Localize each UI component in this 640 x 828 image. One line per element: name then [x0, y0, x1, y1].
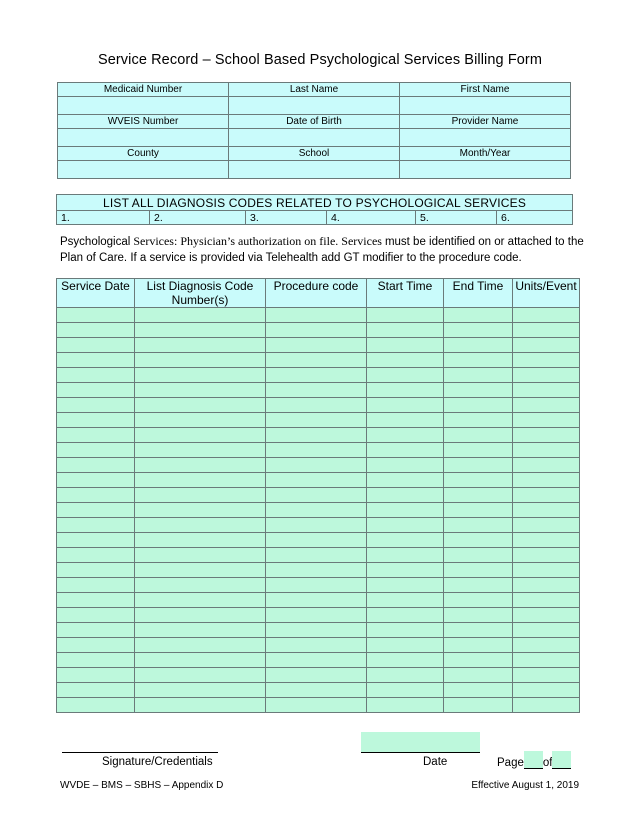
end-time-cell[interactable] [444, 608, 513, 623]
units-event-cell[interactable] [513, 413, 580, 428]
units-event-cell[interactable] [513, 698, 580, 713]
start-time-cell[interactable] [367, 668, 444, 683]
procedure-code-cell[interactable] [266, 353, 367, 368]
procedure-code-cell[interactable] [266, 683, 367, 698]
service-log-row [57, 488, 580, 503]
diagnosis-code-number-cell[interactable] [135, 323, 266, 338]
end-time-cell[interactable] [444, 353, 513, 368]
first-name-field[interactable] [400, 97, 571, 115]
diagnosis-code-number-cell[interactable] [135, 668, 266, 683]
diagnosis-code-4-field[interactable]: 4. [327, 211, 416, 225]
county-field[interactable] [58, 161, 229, 179]
start-time-cell[interactable] [367, 563, 444, 578]
wveis-number-field[interactable] [58, 129, 229, 147]
service-log-row [57, 368, 580, 383]
end-time-cell[interactable] [444, 428, 513, 443]
units-event-cell[interactable] [513, 473, 580, 488]
service-date-cell[interactable] [57, 308, 135, 323]
start-time-cell[interactable] [367, 593, 444, 608]
service-log-row [57, 608, 580, 623]
diagnosis-code-number-cell[interactable] [135, 563, 266, 578]
signature-label: Signature/Credentials [102, 756, 213, 768]
page-indicator [497, 751, 571, 769]
start-time-cell[interactable] [367, 533, 444, 548]
procedure-code-cell[interactable] [266, 503, 367, 518]
start-time-cell[interactable] [367, 338, 444, 353]
end-time-cell[interactable] [444, 338, 513, 353]
units-event-cell[interactable] [513, 653, 580, 668]
diagnosis-code-number-cell[interactable] [135, 608, 266, 623]
units-event-cell[interactable] [513, 443, 580, 458]
service-date-cell[interactable] [57, 578, 135, 593]
service-log-row [57, 533, 580, 548]
page-total-field[interactable] [552, 751, 571, 769]
instructions-part-3: must be identified on or attached to the Plan of Care. If a service is provided via Telehealth add GT modifier to the procedure code. [60, 236, 584, 264]
procedure-code-cell[interactable] [266, 323, 367, 338]
service-date-cell[interactable] [57, 698, 135, 713]
units-event-cell[interactable] [513, 323, 580, 338]
instructions-paragraph [60, 234, 590, 266]
procedure-code-cell[interactable] [266, 473, 367, 488]
diagnosis-code-6-field[interactable]: 6. [497, 211, 573, 225]
start-time-cell[interactable] [367, 608, 444, 623]
end-time-cell[interactable] [444, 533, 513, 548]
instructions-part-2: Services: Physician’s authorization on file. Services [130, 234, 385, 248]
procedure-code-cell[interactable] [266, 623, 367, 638]
diagnosis-code-number-cell[interactable] [135, 533, 266, 548]
start-time-cell[interactable] [367, 488, 444, 503]
procedure-code-cell[interactable] [266, 563, 367, 578]
service-log-row [57, 473, 580, 488]
diagnosis-code-number-cell[interactable] [135, 368, 266, 383]
service-log-row [57, 653, 580, 668]
start-time-cell[interactable] [367, 548, 444, 563]
service-log-row [57, 413, 580, 428]
service-date-cell[interactable] [57, 428, 135, 443]
service-log-row [57, 698, 580, 713]
end-time-cell[interactable] [444, 578, 513, 593]
start-time-cell[interactable] [367, 653, 444, 668]
month-year-label: Month/Year [400, 147, 571, 161]
diagnosis-code-number-cell[interactable] [135, 638, 266, 653]
procedure-code-cell[interactable] [266, 593, 367, 608]
end-time-cell[interactable] [444, 638, 513, 653]
units-event-cell[interactable] [513, 308, 580, 323]
procedure-code-cell[interactable] [266, 548, 367, 563]
service-log-row [57, 308, 580, 323]
service-log-row [57, 623, 580, 638]
end-time-cell[interactable] [444, 398, 513, 413]
service-date-header: Service Date [57, 279, 135, 308]
service-log-row [57, 398, 580, 413]
service-log-row [57, 683, 580, 698]
start-time-cell[interactable] [367, 368, 444, 383]
service-log-row [57, 578, 580, 593]
service-date-cell[interactable] [57, 683, 135, 698]
service-log-row [57, 443, 580, 458]
procedure-code-cell[interactable] [266, 428, 367, 443]
units-event-cell[interactable] [513, 458, 580, 473]
provider-name-label: Provider Name [400, 115, 571, 129]
end-time-cell[interactable] [444, 683, 513, 698]
service-log-row [57, 563, 580, 578]
end-time-cell[interactable] [444, 413, 513, 428]
units-event-cell[interactable] [513, 623, 580, 638]
end-time-cell[interactable] [444, 503, 513, 518]
diagnosis-code-number-cell[interactable] [135, 353, 266, 368]
end-time-cell[interactable] [444, 383, 513, 398]
service-date-cell[interactable] [57, 548, 135, 563]
units-event-cell[interactable] [513, 578, 580, 593]
service-date-cell[interactable] [57, 668, 135, 683]
diagnosis-code-number-cell[interactable] [135, 623, 266, 638]
service-log-row [57, 593, 580, 608]
diagnosis-header: LIST ALL DIAGNOSIS CODES RELATED TO PSYCHOLOGICAL SERVICES [57, 195, 573, 211]
diagnosis-code-number-cell[interactable] [135, 518, 266, 533]
school-field[interactable] [229, 161, 400, 179]
start-time-cell[interactable] [367, 683, 444, 698]
end-time-cell[interactable] [444, 548, 513, 563]
start-time-cell[interactable] [367, 398, 444, 413]
units-event-cell[interactable] [513, 338, 580, 353]
instructions-part-1: Psychological [60, 236, 131, 248]
end-time-cell[interactable] [444, 323, 513, 338]
procedure-code-cell[interactable] [266, 488, 367, 503]
footer-effective-date: Effective August 1, 2019 [471, 780, 579, 791]
start-time-cell[interactable] [367, 638, 444, 653]
diagnosis-code-number-cell[interactable] [135, 458, 266, 473]
diagnosis-code-number-cell[interactable] [135, 338, 266, 353]
date-of-birth-field[interactable] [229, 129, 400, 147]
service-date-cell[interactable] [57, 503, 135, 518]
diagnosis-code-number-cell[interactable] [135, 683, 266, 698]
end-time-cell[interactable] [444, 563, 513, 578]
date-of-birth-label: Date of Birth [229, 115, 400, 129]
date-label: Date [423, 756, 448, 768]
service-date-cell[interactable] [57, 593, 135, 608]
service-log-row [57, 323, 580, 338]
procedure-code-cell[interactable] [266, 518, 367, 533]
service-log-table [56, 278, 580, 713]
start-time-cell[interactable] [367, 623, 444, 638]
service-log-row [57, 458, 580, 473]
service-log-row [57, 548, 580, 563]
end-time-cell[interactable] [444, 368, 513, 383]
diagnosis-table [56, 194, 573, 225]
units-event-cell[interactable] [513, 608, 580, 623]
school-label: School [229, 147, 400, 161]
diagnosis-code-number-cell[interactable] [135, 308, 266, 323]
units-event-cell[interactable] [513, 533, 580, 548]
service-date-cell[interactable] [57, 338, 135, 353]
signature-date-field[interactable] [361, 732, 480, 753]
diagnosis-code-number-cell[interactable] [135, 383, 266, 398]
start-time-header: Start Time [367, 279, 444, 308]
start-time-cell[interactable] [367, 323, 444, 338]
diagnosis-code-number-cell[interactable] [135, 578, 266, 593]
units-event-cell[interactable] [513, 668, 580, 683]
service-date-cell[interactable] [57, 368, 135, 383]
end-time-cell[interactable] [444, 443, 513, 458]
units-event-cell[interactable] [513, 563, 580, 578]
diagnosis-code-2-field[interactable]: 2. [150, 211, 246, 225]
service-date-cell[interactable] [57, 398, 135, 413]
signature-line[interactable] [62, 752, 218, 753]
service-date-cell[interactable] [57, 608, 135, 623]
units-event-cell[interactable] [513, 548, 580, 563]
start-time-cell[interactable] [367, 308, 444, 323]
footer-reference: WVDE – BMS – SBHS – Appendix D [60, 780, 224, 791]
procedure-code-cell[interactable] [266, 338, 367, 353]
units-event-cell[interactable] [513, 518, 580, 533]
diagnosis-code-number-cell[interactable] [135, 428, 266, 443]
service-log-row [57, 638, 580, 653]
service-log-row [57, 428, 580, 443]
procedure-code-cell[interactable] [266, 458, 367, 473]
service-date-cell[interactable] [57, 443, 135, 458]
units-event-cell[interactable] [513, 353, 580, 368]
procedure-code-cell[interactable] [266, 578, 367, 593]
start-time-cell[interactable] [367, 428, 444, 443]
units-event-cell[interactable] [513, 368, 580, 383]
service-date-cell[interactable] [57, 533, 135, 548]
procedure-code-header: Procedure code [266, 279, 367, 308]
county-label: County [58, 147, 229, 161]
units-event-cell[interactable] [513, 503, 580, 518]
units-event-header: Units/Event [513, 279, 580, 308]
end-time-cell[interactable] [444, 698, 513, 713]
diagnosis-code-number-cell[interactable] [135, 593, 266, 608]
diagnosis-code-number-cell[interactable] [135, 653, 266, 668]
end-time-cell[interactable] [444, 593, 513, 608]
form-title: Service Record – School Based Psychological Services Billing Form [97, 52, 543, 68]
service-log-row [57, 668, 580, 683]
units-event-cell[interactable] [513, 398, 580, 413]
procedure-code-cell[interactable] [266, 443, 367, 458]
units-event-cell[interactable] [513, 683, 580, 698]
service-date-cell[interactable] [57, 323, 135, 338]
patient-info-table [57, 82, 571, 179]
units-event-cell[interactable] [513, 593, 580, 608]
end-time-cell[interactable] [444, 308, 513, 323]
month-year-field[interactable] [400, 161, 571, 179]
diagnosis-code-number-cell[interactable] [135, 413, 266, 428]
service-date-cell[interactable] [57, 638, 135, 653]
diagnosis-code-number-cell[interactable] [135, 398, 266, 413]
service-log-row [57, 383, 580, 398]
procedure-code-cell[interactable] [266, 608, 367, 623]
service-log-row [57, 503, 580, 518]
procedure-code-cell[interactable] [266, 638, 367, 653]
start-time-cell[interactable] [367, 458, 444, 473]
medicaid-number-field[interactable] [58, 97, 229, 115]
service-date-cell[interactable] [57, 473, 135, 488]
start-time-cell[interactable] [367, 698, 444, 713]
diagnosis-code-number-header: List Diagnosis Code Number(s) [135, 279, 266, 308]
diagnosis-code-number-cell[interactable] [135, 503, 266, 518]
procedure-code-cell[interactable] [266, 533, 367, 548]
end-time-cell[interactable] [444, 458, 513, 473]
diagnosis-code-number-cell[interactable] [135, 548, 266, 563]
service-date-cell[interactable] [57, 563, 135, 578]
page-number-field[interactable] [524, 751, 543, 769]
procedure-code-cell[interactable] [266, 368, 367, 383]
last-name-field[interactable] [229, 97, 400, 115]
diagnosis-code-number-cell[interactable] [135, 698, 266, 713]
start-time-cell[interactable] [367, 383, 444, 398]
service-log-row [57, 518, 580, 533]
procedure-code-cell[interactable] [266, 698, 367, 713]
diagnosis-code-number-cell[interactable] [135, 473, 266, 488]
first-name-label: First Name [400, 83, 571, 97]
service-date-cell[interactable] [57, 518, 135, 533]
diagnosis-code-number-cell[interactable] [135, 488, 266, 503]
start-time-cell[interactable] [367, 578, 444, 593]
units-event-cell[interactable] [513, 638, 580, 653]
last-name-label: Last Name [229, 83, 400, 97]
provider-name-field[interactable] [400, 129, 571, 147]
wveis-number-label: WVEIS Number [58, 115, 229, 129]
page-label: Page [497, 757, 524, 769]
service-date-cell[interactable] [57, 623, 135, 638]
diagnosis-code-number-cell[interactable] [135, 443, 266, 458]
units-event-cell[interactable] [513, 383, 580, 398]
service-log-body [57, 308, 580, 713]
end-time-cell[interactable] [444, 623, 513, 638]
start-time-cell[interactable] [367, 518, 444, 533]
service-log-row [57, 338, 580, 353]
start-time-cell[interactable] [367, 443, 444, 458]
end-time-cell[interactable] [444, 668, 513, 683]
procedure-code-cell[interactable] [266, 383, 367, 398]
service-date-cell[interactable] [57, 353, 135, 368]
diagnosis-code-3-field[interactable]: 3. [246, 211, 327, 225]
start-time-cell[interactable] [367, 473, 444, 488]
end-time-cell[interactable] [444, 518, 513, 533]
service-date-cell[interactable] [57, 488, 135, 503]
diagnosis-code-1-field[interactable]: 1. [57, 211, 150, 225]
procedure-code-cell[interactable] [266, 413, 367, 428]
medicaid-number-label: Medicaid Number [58, 83, 229, 97]
service-date-cell[interactable] [57, 383, 135, 398]
start-time-cell[interactable] [367, 353, 444, 368]
procedure-code-cell[interactable] [266, 653, 367, 668]
procedure-code-cell[interactable] [266, 398, 367, 413]
procedure-code-cell[interactable] [266, 668, 367, 683]
start-time-cell[interactable] [367, 413, 444, 428]
end-time-header: End Time [444, 279, 513, 308]
service-date-cell[interactable] [57, 413, 135, 428]
end-time-cell[interactable] [444, 473, 513, 488]
procedure-code-cell[interactable] [266, 308, 367, 323]
end-time-cell[interactable] [444, 488, 513, 503]
service-date-cell[interactable] [57, 458, 135, 473]
units-event-cell[interactable] [513, 488, 580, 503]
of-label: of [542, 757, 553, 769]
service-log-row [57, 353, 580, 368]
end-time-cell[interactable] [444, 653, 513, 668]
diagnosis-code-5-field[interactable]: 5. [416, 211, 497, 225]
start-time-cell[interactable] [367, 503, 444, 518]
units-event-cell[interactable] [513, 428, 580, 443]
service-date-cell[interactable] [57, 653, 135, 668]
